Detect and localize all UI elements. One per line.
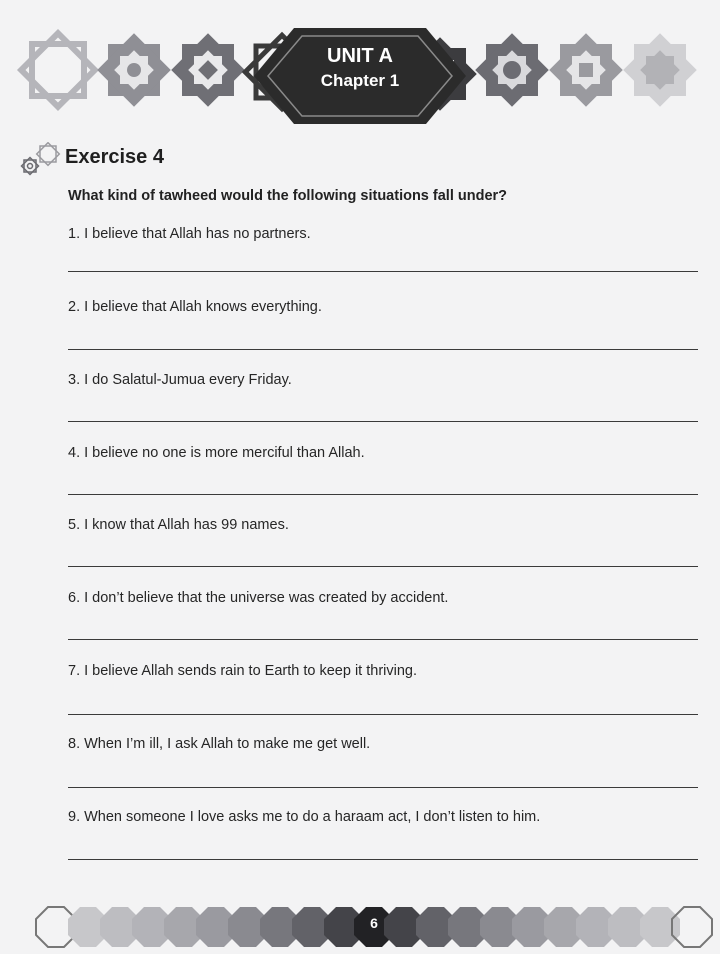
unit-title: UNIT A [327, 45, 393, 67]
question-8: 8. When I’m ill, I ask Allah to make me get well. [68, 736, 371, 752]
question-1: 1. I believe that Allah has no partners. [68, 226, 311, 242]
footer-ornament-band [0, 905, 720, 949]
question-5: 5. I know that Allah has 99 names. [68, 517, 289, 533]
question-9: 9. When someone I love asks me to do a haraam act, I don’t listen to him. [68, 809, 541, 825]
unit-label [302, 44, 418, 94]
answer-line-5[interactable] [68, 566, 698, 567]
question-2: 2. I believe that Allah knows everything. [68, 299, 322, 315]
answer-line-6[interactable] [68, 639, 698, 640]
answer-line-1[interactable] [68, 271, 698, 272]
answer-line-2[interactable] [68, 349, 698, 350]
answer-line-7[interactable] [68, 714, 698, 715]
question-3: 3. I do Salatul-Jumua every Friday. [68, 372, 292, 388]
answer-line-4[interactable] [68, 494, 698, 495]
question-6: 6. I don’t believe that the universe was created by accident. [68, 590, 449, 606]
gear-star-icon [18, 142, 62, 178]
question-7: 7. I believe Allah sends rain to Earth to keep it thriving. [68, 663, 418, 679]
page-number: 6 [370, 915, 378, 931]
exercise-title: Exercise 4 [65, 146, 164, 168]
answer-line-9[interactable] [68, 859, 698, 860]
chapter-title: Chapter 1 [320, 71, 400, 90]
answer-line-8[interactable] [68, 787, 698, 788]
question-4: 4. I believe no one is more merciful than Allah. [68, 445, 365, 461]
exercise-instruction: What kind of tawheed would the following situations fall under? [68, 188, 508, 204]
answer-line-3[interactable] [68, 421, 698, 422]
